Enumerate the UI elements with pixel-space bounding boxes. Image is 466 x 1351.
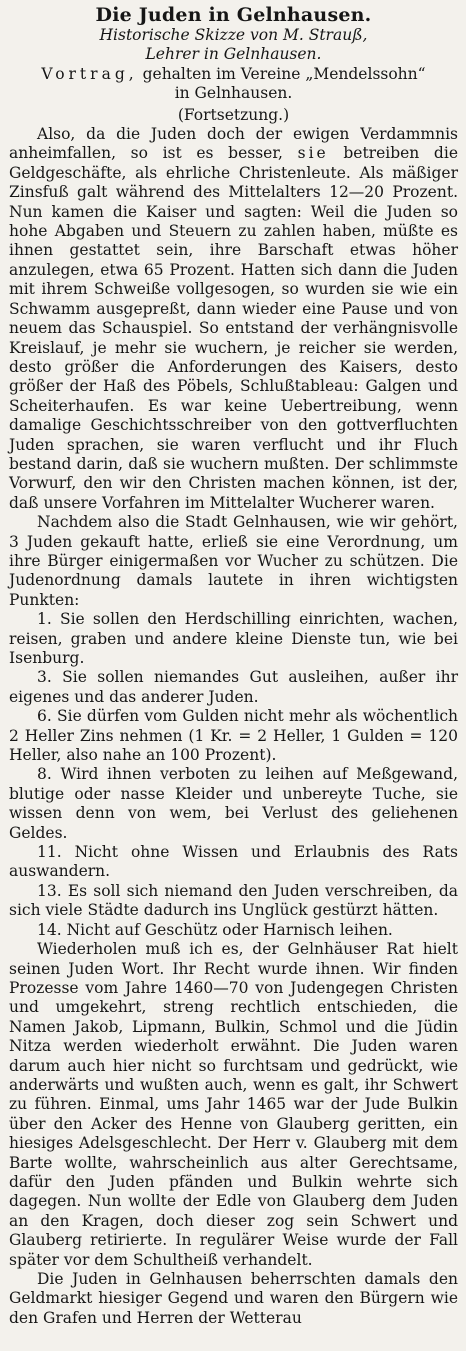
- ordinance-item-13: 13. Es soll sich niemand den Juden verschreiben, da sich viele Städte dadurch ins Unglück gestürzt hätten.: [9, 881, 458, 920]
- paragraph-1-part-a: Also, da die Juden doch der ewigen Verdammnis anheimfallen, so ist es besser,: [9, 125, 458, 163]
- paragraph-1-emphasis: sie: [297, 144, 329, 163]
- article-title: Die Juden in Gelnhausen.: [95, 4, 372, 26]
- article-subtitle-line1: Historische Skizze von M. Strauß,: [99, 26, 368, 44]
- ordinance-item-14: 14. Nicht auf Geschütz oder Harnisch leihen.: [37, 920, 393, 939]
- paragraph-3: Wiederholen muß ich es, der Gelnhäuser Rat hielt seinen Juden Wort. Ihr Recht wurde ihnen. Wir finden Prozesse vom Jahre 1460—70 von Judengegen Christen und umgekehrt, streng rechtlich entschieden, die Namen Jakob, Lipmann, Bulkin, Schmol und die Jüdin Nitza werden wiederholt erwähnt. Die Juden waren darum auch hier nicht so furchtsam und gedrückt, wie anderwärts und wußten auch, wenn es galt, ihr Schwert zu führen. Einmal, ums Jahr 1465 war der Jude Bulkin über den Acker des Henne von Glauberg geritten, ein hiesiges Adelsgeschlecht. Der Herr v. Glauberg mit dem Barte wollte, wahrscheinlich aus alter Gerechtsame, dafür den Juden pfänden und Bulkin wehrte sich dagegen. Nun wollte der Edle von Glauberg dem Juden an den Kragen, doch dieser zog sein Schwert und Glauberg retirierte. In regulärer Weise wurde der Fall später vor dem Schultheiß verhandelt.: [9, 940, 458, 1269]
- article-body: [9, 125, 458, 1328]
- ordinance-item-3: 3. Sie sollen niemandes Gut ausleihen, außer ihr eigenes und das anderer Juden.: [9, 668, 458, 706]
- paragraph-1-part-b: betreiben die Geldgeschäfte, als ehrliche Christenleute. Als mäßiger Zinsfuß galt während des Mittelalters 12—20 Prozent. Nun kamen die Kaiser und sagten: Weil die Juden so hohe Abgaben und Steuern zu zahlen haben, müßte es ihnen gestattet sein, ihre Barschaft etwas höher anzulegen, etwa 65 Prozent. Hatten sich dann die Juden mit ihrem Schweiße vollgesogen, so wurden sie wie ein Schwamm ausgepreßt, dann wieder eine Pause und von neuem das Schauspiel. So entstand der verhängnisvolle Kreislauf, je mehr sie wuchern, je reicher sie werden, desto größer die Anforderungen des Kaisers, desto größer der Haß des Pöbels, Schlußtableau: Galgen und Scheiterhaufen. Es war keine Uebertreibung, wenn damalige Geschichtsschreiber von den gottverfluchten Juden sprachen, sie waren verflucht und ihr Fluch bestand darin, daß sie wuchern mußten. Der schlimmste Vorwurf, den wir den Christen machen können, ist der, daß unsere Vorfahren im Mittelalter Wucherer waren.: [9, 144, 458, 512]
- ordinance-item-1: 1. Sie sollen den Herdschilling einrichten, wachen, reisen, graben und andere kleine Dienste tun, wie bei Isenburg.: [9, 610, 458, 667]
- paragraph-4: Die Juden in Gelnhausen beherrschten damals den Geldmarkt hiesiger Gegend und waren den Bürgern wie den Grafen und Herren der Wetterau: [9, 1270, 458, 1327]
- paragraph-2: Nachdem also die Stadt Gelnhausen, wie wir gehört, 3 Juden gekauft hatte, erließ sie eine Verordnung, um ihre Bürger einigermaßen vor Wucher zu schützen. Die Judenordnung damals lautete in ihren wichtigsten Punkten:: [9, 513, 458, 609]
- paragraph-1: [9, 125, 458, 513]
- lecture-note-lead: Vortrag,: [41, 64, 138, 83]
- article-subtitle-line2: Lehrer in Gelnhausen.: [145, 45, 322, 64]
- lecture-note-line1: [9, 65, 458, 84]
- ordinance-item-8: 8. Wird ihnen verboten zu leihen auf Meßgewand, blutige oder nasse Kleider und unbereyte Tuche, sie wissen denn von wem, bei Verlust des geliehenen Geldes.: [9, 765, 458, 842]
- ordinance-item-11: 11. Nicht ohne Wissen und Erlaubnis des Rats auswandern.: [9, 843, 458, 881]
- ordinance-item-6: 6. Sie dürfen vom Gulden nicht mehr als wöchentlich 2 Heller Zins nehmen (1 Kr. = 2 Heller, 1 Gulden = 120 Heller, also nahe an 100 Prozent).: [9, 707, 458, 765]
- continuation-note: (Fortsetzung.): [177, 105, 290, 124]
- lecture-note-rest: gehalten im Vereine „Mendelssohn“: [137, 64, 426, 83]
- lecture-note-line2: in Gelnhausen.: [174, 84, 293, 103]
